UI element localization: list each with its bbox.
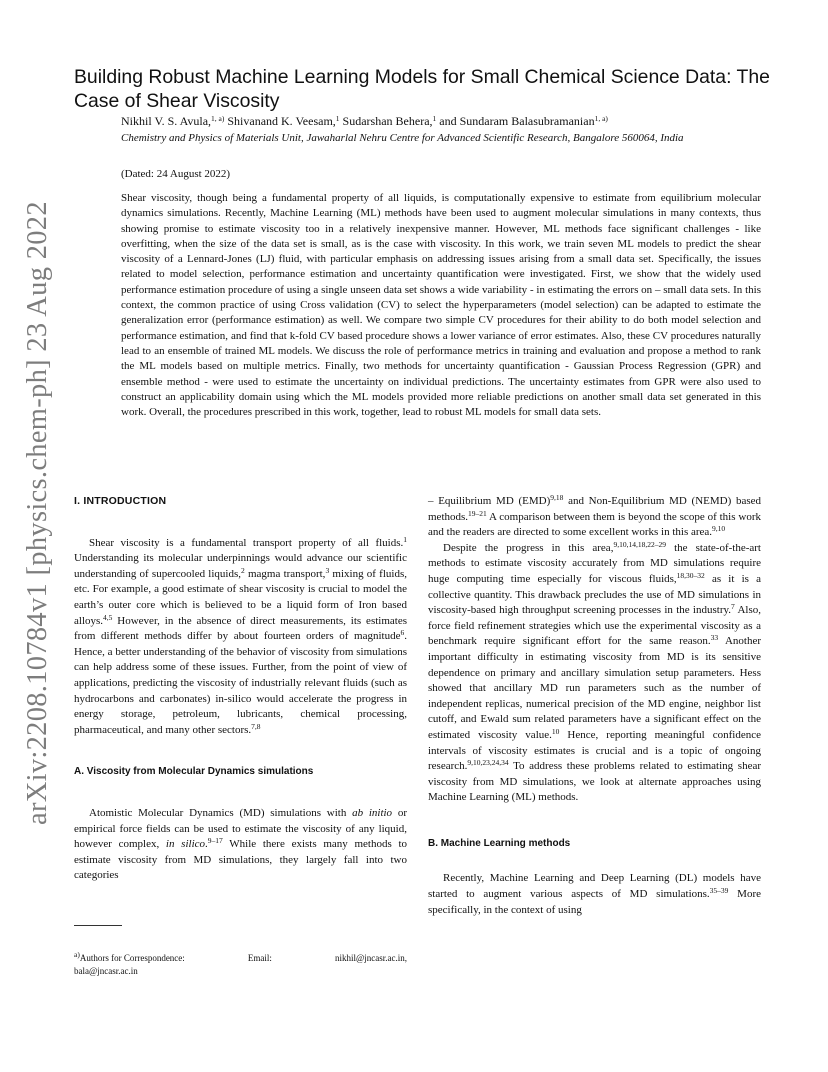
citation-mark: 6 <box>400 628 405 638</box>
footnote-mark: a) <box>74 950 80 959</box>
left-column <box>74 494 407 884</box>
intro-paragraph <box>74 536 407 739</box>
text-run: Understanding its molecular underpinnings would advance our scientific understanding of supercooled liquids, <box>74 552 407 580</box>
abstract: Shear viscosity, though being a fundamental property of all liquids, is computationally expensive to estimate from equilibrium molecular dynamics simulations. Recently, Machine Learning (ML) methods have been used to augment molecular simulations in many contexts, thus showing promise to estimate viscosity too in a relatively inexpensive manner. However, ML methods face significant challenges - like overfitting, when the size of the data set is small, as is the case with viscosity. In this work, we train seven ML models to predict the shear viscosity of a Lennard-Jones (LJ) fluid, with particular emphasis on addressing issues arising from a small data set. Specifically, the issues related to model selection, performance estimation and uncertainty quantification were investigated. First, we show that the widely used performance estimation procedure of using a single unseen data set shows a wide variability - in estimating the errors on – small data sets. In this context, the common practice of using Cross validation (CV) to select the hyperparameters (model selection) can be adapted to estimate the generalization error (performance estimation) as well. We compare two simple CV procedures for their ability to do both model selection and performance estimation, and find that k-fold CV based procedure shows a lower variance of error estimates. Also, these CV procedures naturally lead to an ensemble of trained ML models. We discuss the role of performance metrics in training and evaluation and propose a method to rank the ML models based on multiple metrics. Finally, two methods for uncertainty quantification - Gaussian Process Regression (GPR) and ensemble method - were used to estimate the uncertainty on individual predictions. The uncertainty estimates from GPR were also used to construct an applicability domain using which the ML models provided more reliable predictions on another small data set generated in this work. Overall, the procedures prescribed in this work, together, lead to robust ML models for small data sets. <box>121 192 761 419</box>
right-paragraph-2 <box>428 541 761 806</box>
footnote-rule <box>74 925 122 926</box>
citation-mark: 7 <box>731 602 735 612</box>
subsection-heading-md-viscosity: A. Viscosity from Molecular Dynamics simulations <box>74 766 314 778</box>
md-paragraph <box>74 806 407 884</box>
right-paragraph-1 <box>428 494 761 541</box>
citation-mark: 18,30–32 <box>676 570 705 580</box>
italic-term: in silico <box>165 838 206 851</box>
author-affil-mark: 1 <box>432 114 437 123</box>
author-affil-mark: 1, a) <box>211 114 225 123</box>
citation-mark: 9,10,14,18,22–29 <box>613 539 666 549</box>
author-list <box>121 114 761 129</box>
text-run: Despite the progress in this area, <box>443 541 614 554</box>
text-run: and Non-Equilibrium MD (NEMD) based methods. <box>428 495 761 523</box>
footnote-label: Authors for Correspondence: <box>79 953 185 963</box>
affiliation: Chemistry and Physics of Materials Unit, Jawaharlal Nehru Centre for Advanced Scientific Research, Bangalore 560064, India <box>121 132 684 144</box>
section-heading-introduction: I. INTRODUCTION <box>74 495 167 507</box>
paper-title: Building Robust Machine Learning Models for Small Chemical Science Data: The Case of Shear Viscosity <box>74 66 770 112</box>
text-run: Hence, reporting meaningful confidence intervals of viscosity estimates is crucial and is a topic of ongoing research. <box>428 728 761 773</box>
footnote-email-link[interactable]: nikhil@jncasr.ac.in, <box>334 953 407 963</box>
text-run: Another important difficulty in estimating viscosity from MD is its sensitive dependence on primary and ancillary simulation setup parameters. Hess showed that ancillary MD run parameters such as the number of independent replicas, numerical precision of the MD engine, neighbor list cutoff, and Ewald sum related parameters have a significant effect on the estimated viscosity value. <box>428 635 761 741</box>
text-run: the state-of-the-art methods to estimate viscosity accurately from MD simulations require huge computing time especially for viscous fluids, <box>428 541 761 585</box>
text-run: A comparison between them is beyond the scope of this work and the readers are directed to some excellent works in this area. <box>428 510 761 539</box>
citation-mark: 9,18 <box>550 493 564 502</box>
text-run: – Equilibrium MD (EMD) <box>428 495 551 507</box>
citation-mark: 33 <box>710 633 719 643</box>
citation-mark: 9,10,23,24,34 <box>467 758 509 768</box>
text-run: Shear viscosity is a fundamental transport property of all fluids. <box>89 536 404 549</box>
author-name: Shivanand K. Veesam, <box>224 114 336 128</box>
arxiv-identifier: arXiv:2208.10784v1 [physics.chem-ph] 23 Aug 2022 <box>22 201 53 825</box>
text-run: Also, force field refinement strategies which use the experimental viscosity as a benchmark require significant effort for the same reason. <box>428 604 761 648</box>
text-run: as it is a collective quantity. This drawback precludes the use of MD simulations in viscosity-based high throughput screening processes in the industry. <box>428 572 761 617</box>
citation-mark: 4,5 <box>103 612 113 622</box>
text-run: To address these problems related to estimating shear viscosity from MD simulations, we look at alternate approaches using Machine Learning (ML) methods. <box>428 760 761 804</box>
author-name: Nikhil V. S. Avula, <box>121 114 212 128</box>
text-run: mixing of fluids, etc. For example, a good estimate of shear viscosity is crucial to model the earth’s outer core which is believed to be a liquid form of Iron based alloys. <box>74 567 407 627</box>
citation-mark: 10 <box>551 726 560 736</box>
citation-mark: 35–39 <box>709 886 729 896</box>
text-run: or empirical force fields can be used to estimate the viscosity of any liquid, however complex, <box>74 806 407 851</box>
citation-mark: 9,10 <box>712 524 726 534</box>
subsection-heading-ml-methods: B. Machine Learning methods <box>428 837 571 849</box>
text-run: Recently, Machine Learning and Deep Learning (DL) models have started to augment various aspects of MD simulations. <box>428 872 761 901</box>
author-name: and Sundaram Balasubramanian <box>436 114 595 128</box>
citation-mark: 2 <box>241 565 245 575</box>
author-affil-mark: 1 <box>335 114 340 123</box>
text-run: While there exists many methods to estimate viscosity from MD simulations, they largely fall into two categories <box>74 838 408 882</box>
ml-paragraph <box>428 871 761 918</box>
author-affil-mark: 1, a) <box>594 114 608 123</box>
text-run: magma transport, <box>244 567 326 580</box>
citation-mark: 3 <box>325 565 330 575</box>
author-name: Sudarshan Behera, <box>339 114 433 128</box>
footnote <box>74 952 407 978</box>
text-run: . <box>205 838 208 851</box>
date-line: (Dated: 24 August 2022) <box>121 168 231 180</box>
text-run: However, in the absence of direct measurements, its estimates from different methods differ by about fourteen orders of magnitude <box>74 614 407 643</box>
citation-mark: 7,8 <box>251 721 261 731</box>
citation-mark: 9–17 <box>207 836 223 846</box>
text-run: . Hence, a better understanding of the behavior of viscosity from simulations can help address some of these issues. Further, from the point of view of applications, predicting the viscosity of industrially relevant fluids (such as hydrocarbons and carbonates) in-silico would accelerate the progress in energy storage, petroleum, lubricants, chemical processing, pharmaceutical, and many other sectors. <box>74 630 407 736</box>
text-run: Atomistic Molecular Dynamics (MD) simulations with <box>89 806 353 819</box>
text-run: More specifically, in the context of using <box>428 888 762 916</box>
footnote-email-label: Email: <box>247 953 272 963</box>
italic-term: ab initio <box>352 806 393 819</box>
citation-mark: 1 <box>403 534 407 544</box>
right-column <box>428 494 761 918</box>
footnote-email-link[interactable]: bala@jncasr.ac.in <box>74 966 138 976</box>
citation-mark: 19–21 <box>468 508 487 518</box>
